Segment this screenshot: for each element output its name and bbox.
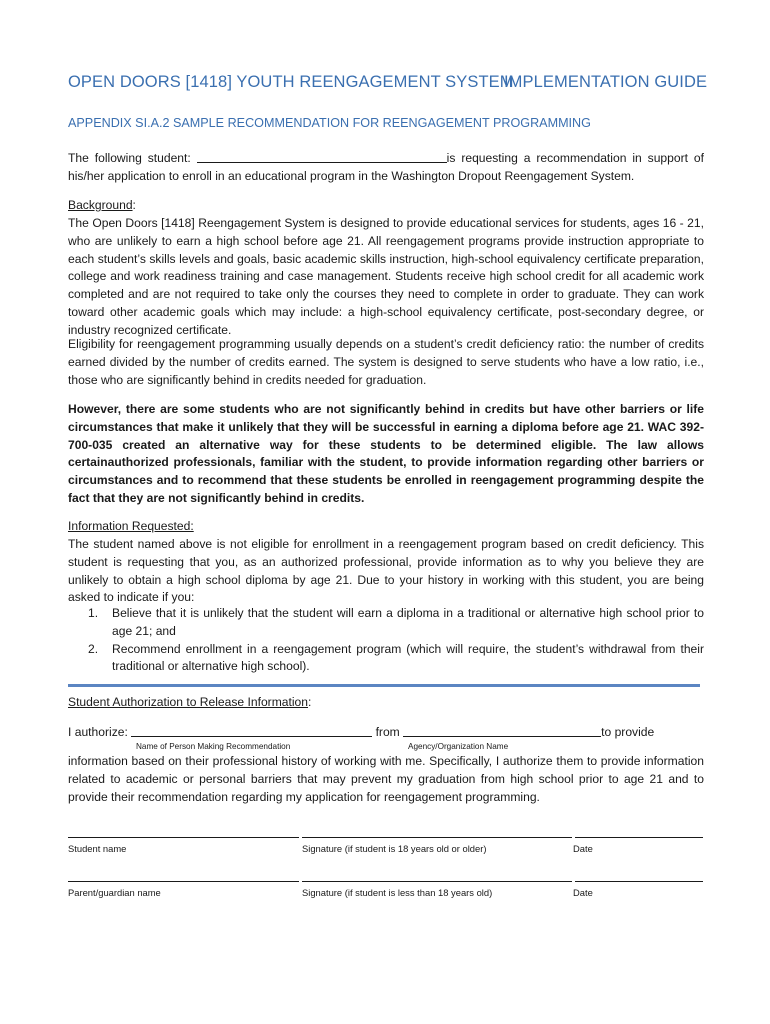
list-item-number: 1. [88,606,99,620]
parent-name-line[interactable] [68,881,299,882]
intro-prefix: The following student: [68,151,197,165]
background-paragraph-2: Eligibility for reengagement programming usually depends on a student’s credit deficiency ratio: the number of credits earned divided by the number of credits earned. The system is designed to serve students who have a low ratio, i.e., those who are significantly behind in credits needed for graduation. [68,337,704,387]
list-item-text: Believe that it is unlikely that the student will earn a diploma in a traditional or alternative high school prior to age 21; and [112,606,704,638]
recommender-name-blank[interactable] [131,723,372,737]
intro-paragraph [68,149,704,186]
request-list [88,605,704,676]
list-item-text: Recommend enrollment in a reengagement program (which will require, the student’s withdrawal from their traditional or alternative high school). [112,641,704,674]
header-left-title: OPEN DOORS [1418] YOUTH REENGAGEMENT SYSTEM [68,73,514,91]
list-item [88,641,704,677]
minor-signature-label: Signature (if student is less than 18 years old) [302,887,493,898]
intro-suffix: is requesting a recommendation in support of his/her application to enroll in an educational program in the Washington Dropout Reengagement System. [68,151,704,183]
student-name-line[interactable] [68,837,299,838]
section-divider [68,684,700,687]
adult-signature-line[interactable] [302,837,572,838]
from-label: from [372,725,404,739]
list-item-number: 2. [88,641,99,656]
list-item [88,605,704,641]
eligibility-bold-paragraph: However, there are some students who are not significantly behind in credits but have other barriers or life circumstances that make it unlikely that they will be successful in earning a diploma before age 21. WAC 392-700-035 created an alternative way for these students to be determined eligible. The law allows certainauthorized professionals, familiar with the student, to provide information regarding other barriers or circumstances and to recommend that these students be enrolled in reengagement programming despite the fact that they are not significantly behind in credits. [68,402,704,505]
background-heading-colon: : [132,198,136,212]
appendix-title: APPENDIX SI.A.2 SAMPLE RECOMMENDATION FOR REENGAGEMENT PROGRAMMING [68,116,591,130]
recommender-name-caption: Name of Person Making Recommendation [136,742,291,751]
parent-name-label: Parent/guardian name [68,887,161,898]
header-right-title: IMPLEMENTATION GUIDE [504,73,708,91]
background-heading: Background [68,198,133,212]
authorization-heading-colon: : [308,695,312,709]
student-name-label: Student name [68,843,127,854]
agency-name-caption: Agency/Organization Name [408,742,509,751]
adult-signature-label: Signature (if student is 18 years old or older) [302,843,487,854]
date-line-1[interactable] [575,837,703,838]
background-heading-line [68,197,704,215]
info-requested-heading: Information Requested: [68,519,194,533]
authorize-line [68,723,704,742]
agency-name-blank[interactable] [403,723,601,737]
date-label-1: Date [573,843,593,854]
background-paragraph-1: The Open Doors [1418] Reengagement System is designed to provide educational services for students, ages 16 - 21, who are unlikely to earn a high school before age 21. All reengagement programs provide instruction appropriate to each student’s skills levels and goals, basic academic skills instruction, high-school equivalency certificate preparation, college and work readiness training and case management. Students receive high school credit for all academic work completed and are not required to take only the courses they need to complete in order to graduate. They can work toward other academic goals which may include: a high-school equivalency certificate, post-secondary degree, or industry recognized certificate. [68,216,704,337]
date-line-2[interactable] [575,881,703,882]
info-requested-heading-line [68,518,704,536]
authorization-heading-line [68,694,704,712]
to-provide-label: to provide [601,725,655,739]
authorization-body: information based on their professional history of working with me. Specifically, I authorize them to provide information related to academic or personal barriers that may prevent my graduation from high school prior to age 21 and to provide their recommendation regarding my application for reengagement programming. [68,754,704,804]
authorization-heading: Student Authorization to Release Information [68,695,309,709]
i-authorize-label: I authorize: [68,725,132,739]
student-name-blank[interactable] [197,149,447,163]
date-label-2: Date [573,887,593,898]
minor-signature-line[interactable] [302,881,572,882]
info-requested-body: The student named above is not eligible for enrollment in a reengagement program based on credit deficiency. This student is requesting that you, as an authorized professional, provide information as to why you believe they are unlikely to obtain a high school diploma by age 21. Due to your history in working with this student, you are being asked to indicate if you: [68,537,704,605]
